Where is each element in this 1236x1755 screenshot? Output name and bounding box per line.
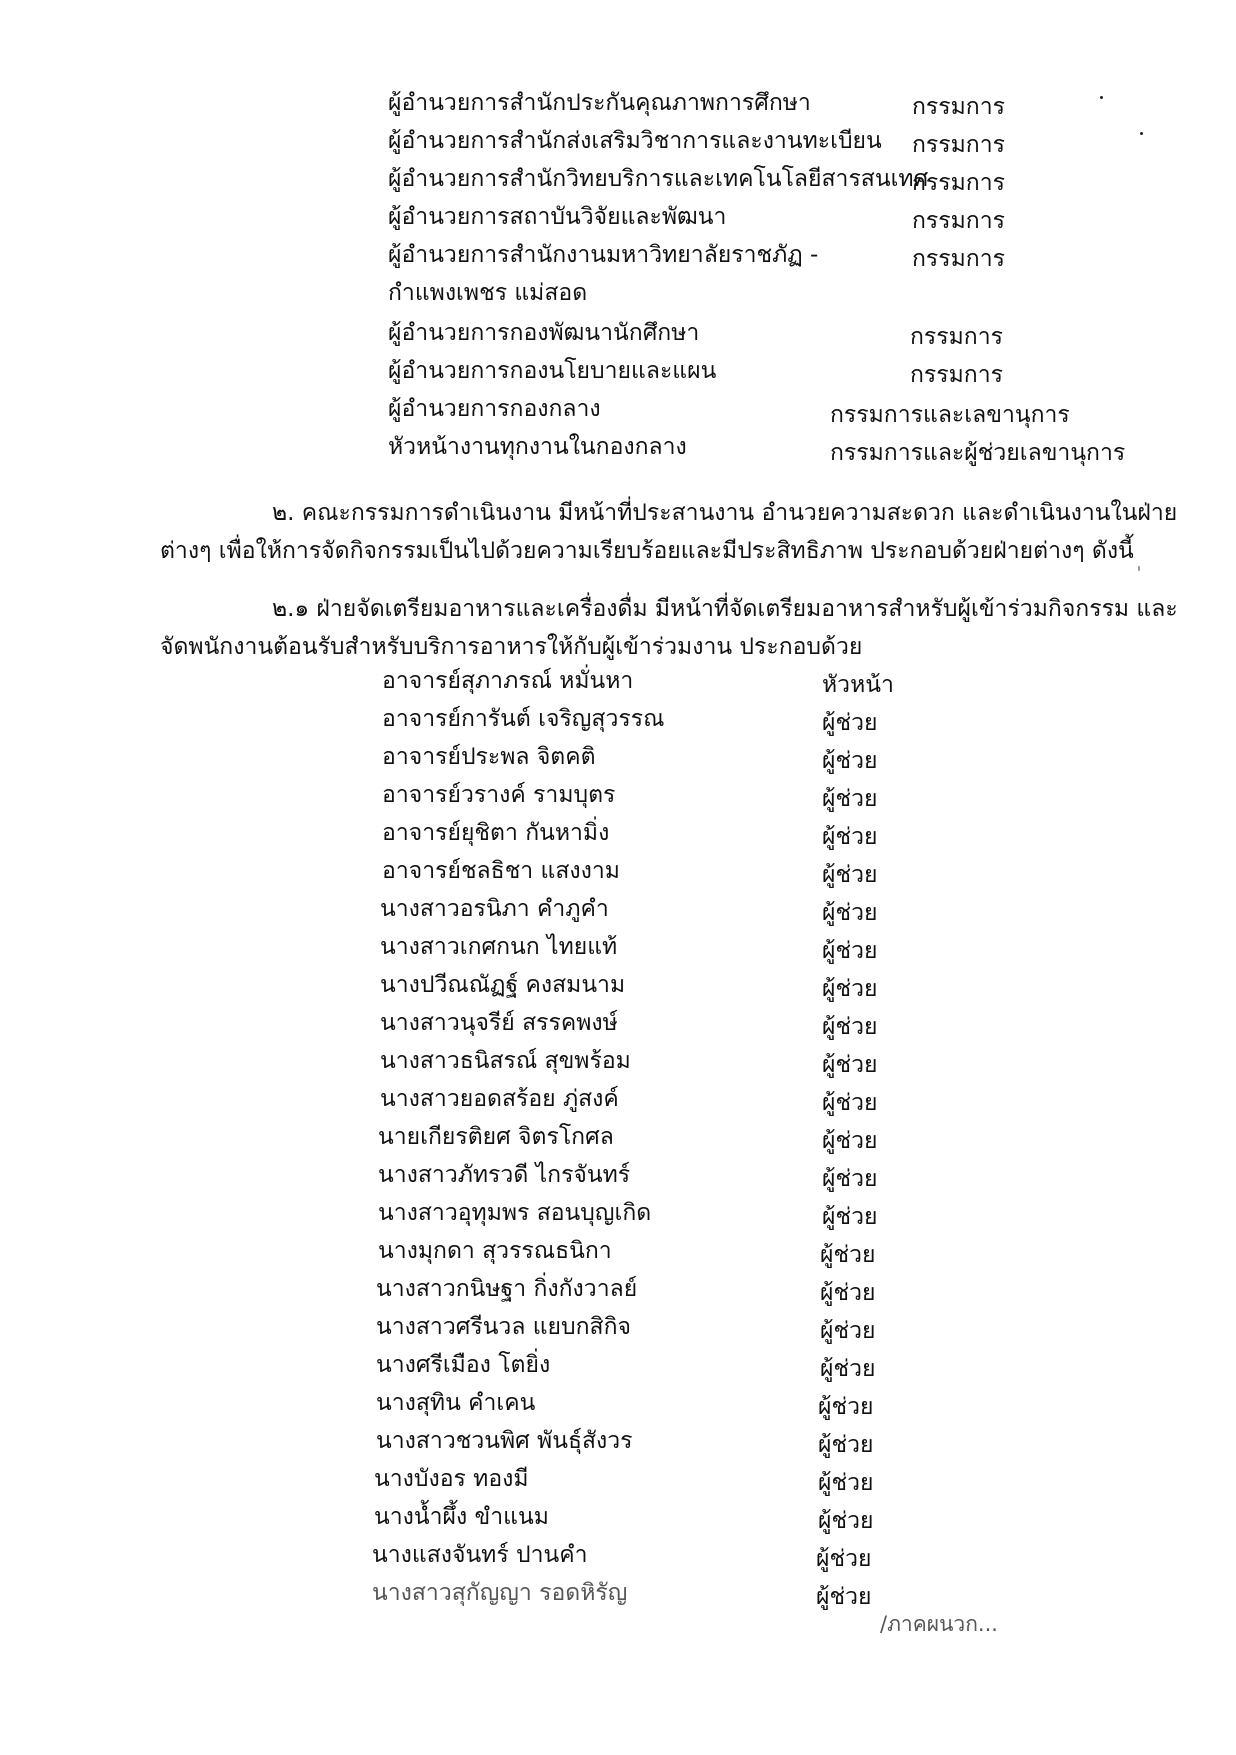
staff-role: ผู้ช่วย (820, 1242, 876, 1268)
staff-role: ผู้ช่วย (822, 976, 878, 1002)
staff-name: อาจารย์การันต์ เจริญสุวรรณ (382, 706, 665, 732)
committee-role: กรรมการ (912, 94, 1005, 120)
section-2-line-1: ๒. คณะกรรมการดำเนินงาน มีหน้าที่ประสานงาน อำนวยความสะดวก และดำเนินงานในฝ่าย (272, 500, 1178, 526)
committee-role: กรรมการและผู้ช่วยเลขานุการ (830, 440, 1126, 466)
section-2-line-2: ต่างๆ เพื่อให้การจัดกิจกรรมเป็นไปด้วยความเรียบร้อยและมีประสิทธิภาพ ประกอบด้วยฝ่ายต่างๆ ดังนี้ (160, 538, 1134, 564)
staff-name: นางสาวชวนพิศ พันธุ์สังวร (376, 1428, 633, 1454)
committee-name: ผู้อำนวยการกองกลาง (388, 396, 601, 422)
staff-name: นางปวีณณัฏฐ์ คงสมนาม (380, 972, 626, 998)
committee-role: กรรมการและเลขานุการ (830, 402, 1070, 428)
staff-role: ผู้ช่วย (822, 1166, 878, 1192)
staff-name: นางสาวสุกัญญา รอดหิรัญ (372, 1580, 628, 1606)
staff-role: ผู้ช่วย (818, 1394, 874, 1420)
committee-name: ผู้อำนวยการกองพัฒนานักศึกษา (388, 320, 700, 346)
staff-name: นางสาวศรีนวล แยบกสิกิจ (376, 1314, 631, 1340)
staff-name: นางน้ำผึ้ง ขำแนม (374, 1504, 549, 1530)
committee-role: กรรมการ (912, 208, 1005, 234)
staff-name: อาจารย์สุภาภรณ์ หมั่นหา (382, 668, 634, 694)
staff-name: นางบังอร ทองมี (374, 1466, 529, 1492)
staff-name: นางสาวยอดสร้อย ภู่สงค์ (380, 1086, 619, 1112)
staff-role: ผู้ช่วย (818, 1470, 874, 1496)
staff-name: นางสาวกนิษฐา กิ่งกังวาลย์ (376, 1276, 638, 1302)
staff-role: ผู้ช่วย (822, 900, 878, 926)
scan-speck (1100, 96, 1103, 99)
scan-speck (1138, 566, 1140, 571)
committee-name: ผู้อำนวยการสำนักวิทยบริการและเทคโนโลยีสารสนเทศ (388, 166, 929, 192)
staff-role: ผู้ช่วย (816, 1546, 872, 1572)
staff-role: ผู้ช่วย (822, 1014, 878, 1040)
staff-role: หัวหน้า (822, 672, 894, 698)
committee-role: กรรมการ (912, 132, 1005, 158)
committee-name: ผู้อำนวยการกองนโยบายและแผน (388, 358, 717, 384)
staff-name: อาจารย์ชลธิชา แสงงาม (382, 858, 620, 884)
committee-name: ผู้อำนวยการสำนักประกันคุณภาพการศึกษา (388, 90, 811, 116)
committee-name: ผู้อำนวยการสถาบันวิจัยและพัฒนา (388, 204, 727, 230)
staff-name: นางสาวอรนิภา คำภูคำ (380, 896, 609, 922)
staff-role: ผู้ช่วย (822, 710, 878, 736)
staff-role: ผู้ช่วย (818, 1432, 874, 1458)
section-2-1-line-1: ๒.๑ ฝ่ายจัดเตรียมอาหารและเครื่องดื่ม มีหน้าที่จัดเตรียมอาหารสำหรับผู้เข้าร่วมกิจกรรม และ (272, 596, 1178, 622)
staff-role: ผู้ช่วย (818, 1508, 874, 1534)
staff-role: ผู้ช่วย (822, 786, 878, 812)
staff-role: ผู้ช่วย (820, 1280, 876, 1306)
staff-name: อาจารย์วรางค์ รามบุตร (382, 782, 616, 808)
staff-role: ผู้ช่วย (822, 938, 878, 964)
staff-role: ผู้ช่วย (822, 1090, 878, 1116)
scan-speck (1140, 132, 1143, 135)
staff-name: นางศรีเมือง โตยิ่ง (376, 1352, 551, 1378)
staff-role: ผู้ช่วย (820, 1318, 876, 1344)
page-continuation-marker: /ภาคผนวก... (880, 1612, 998, 1636)
committee-role: กรรมการ (910, 324, 1003, 350)
staff-name: นางมุกดา สุวรรณธนิกา (378, 1238, 612, 1264)
staff-name: นางสาวเกศกนก ไทยแท้ (380, 934, 618, 960)
staff-role: ผู้ช่วย (822, 1128, 878, 1154)
committee-name: หัวหน้างานทุกงานในกองกลาง (388, 434, 687, 460)
staff-role: ผู้ช่วย (822, 748, 878, 774)
staff-name: นางสุทิน คำเคน (376, 1390, 536, 1416)
staff-role: ผู้ช่วย (820, 1356, 876, 1382)
staff-name: นายเกียรติยศ จิตรโกศล (378, 1124, 614, 1150)
staff-role: ผู้ช่วย (822, 1052, 878, 1078)
staff-name: นางสาวธนิสรณ์ สุขพร้อม (380, 1048, 631, 1074)
staff-role: ผู้ช่วย (816, 1584, 872, 1610)
committee-name: ผู้อำนวยการสำนักงานมหาวิทยาลัยราชภัฏ - (388, 242, 819, 268)
staff-name: นางสาวภัทรวดี ไกรจันทร์ (378, 1162, 631, 1188)
committee-name: ผู้อำนวยการสำนักส่งเสริมวิชาการและงานทะเบียน (388, 128, 882, 154)
staff-name: นางสาวอุทุมพร สอนบุญเกิด (378, 1200, 652, 1226)
staff-name: อาจารย์ยุชิตา กันหามิ่ง (382, 820, 610, 846)
staff-name: นางแสงจันทร์ ปานคำ (372, 1542, 588, 1568)
section-2-paragraph (160, 494, 1178, 570)
staff-role: ผู้ช่วย (822, 824, 878, 850)
staff-name: อาจารย์ประพล จิตคติ (382, 744, 596, 770)
committee-name-continued: กำแพงเพชร แม่สอด (388, 280, 588, 306)
section-2-1-paragraph (160, 590, 1178, 666)
section-2-1-line-2: จัดพนักงานต้อนรับสำหรับบริการอาหารให้กับผู้เข้าร่วมงาน ประกอบด้วย (160, 634, 863, 660)
staff-role: ผู้ช่วย (822, 862, 878, 888)
staff-role: ผู้ช่วย (822, 1204, 878, 1230)
committee-role: กรรมการ (910, 362, 1003, 388)
committee-role: กรรมการ (912, 170, 1005, 196)
committee-role: กรรมการ (912, 246, 1005, 272)
staff-name: นางสาวนุจรีย์ สรรคพงษ์ (380, 1010, 618, 1036)
